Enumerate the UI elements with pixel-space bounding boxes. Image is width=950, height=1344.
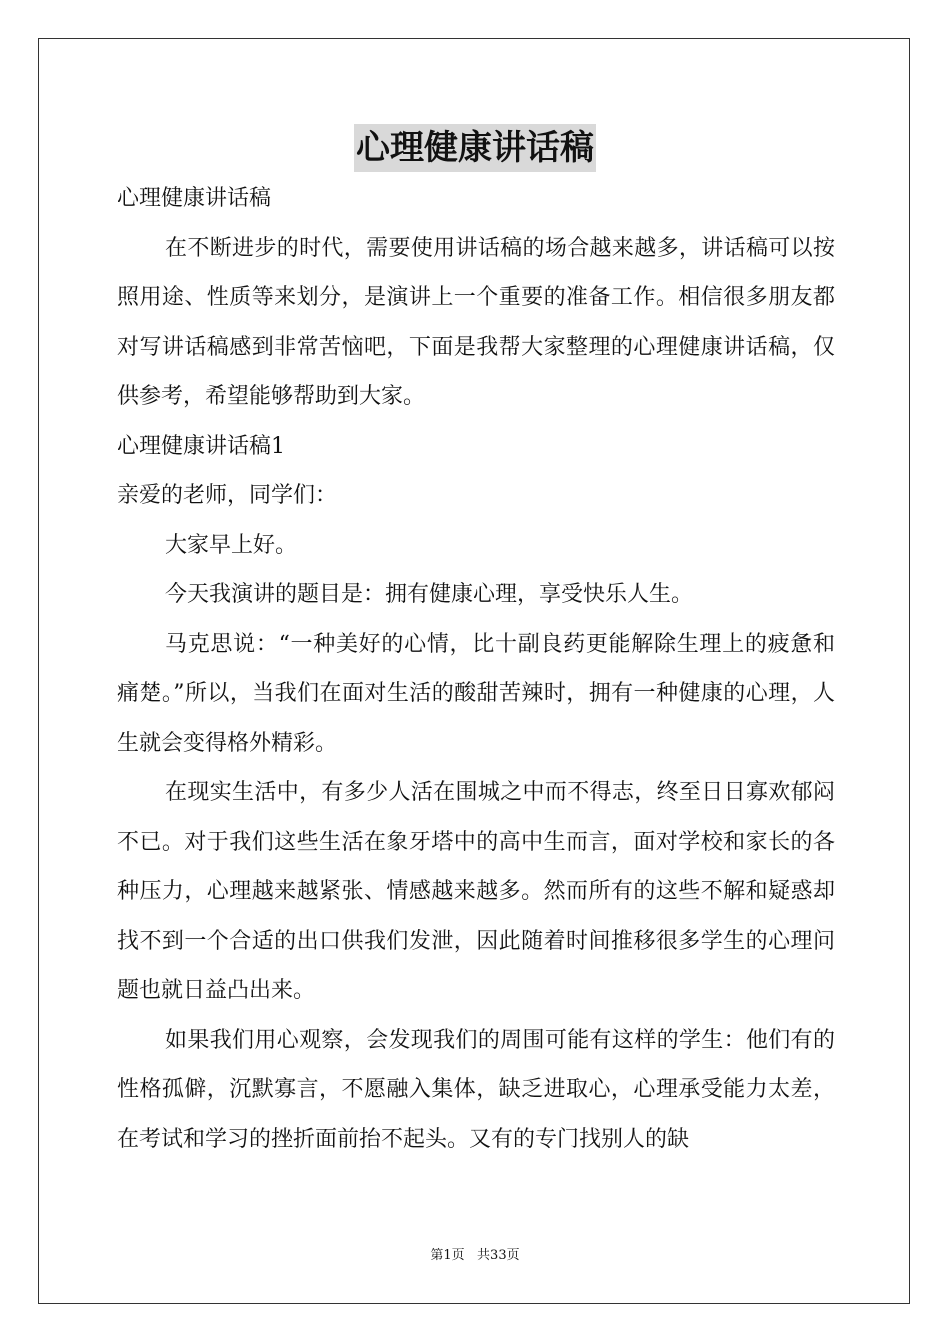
paragraph: 在不断进步的时代，需要使用讲话稿的场合越来越多，讲话稿可以按照用途、性质等来划分，是演讲上一个重要的准备工作。相信很多朋友都对写讲话稿感到非常苦恼吧，下面是我帮大家整理的心理健康讲话稿，仅供参考，希望能够帮助到大家。 — [117, 235, 835, 409]
paragraph: 今天我演讲的题目是：拥有健康心理，享受快乐人生。 — [165, 582, 694, 607]
document-title: 心理健康讲话稿 — [354, 124, 596, 172]
paragraph: 心理健康讲话稿 — [117, 186, 272, 211]
document-body — [117, 174, 835, 1164]
paragraph: 心理健康讲话稿1 — [117, 433, 285, 459]
paragraph: 马克思说：“一种美好的心情，比十副良药更能解除生理上的疲惫和痛楚。”所以，当我们在面对生活的酸甜苦辣时，拥有一种健康的心理，人生就会变得格外精彩。 — [117, 631, 835, 756]
paragraph: 大家早上好。 — [165, 532, 298, 558]
page-footer: 第1页 共33页 — [430, 1248, 520, 1263]
paragraph: 在现实生活中，有多少人活在围城之中而不得志，终至日日寡欢郁闷不已。对于我们这些生活在象牙塔中的高中生而言，面对学校和家长的各种压力，心理越来越紧张、情感越来越多。然而所有的这些不解和疑惑却找不到一个合适的出口供我们发泄，因此随着时间推移很多学生的心理问题也就日益凸出来。 — [117, 780, 835, 1003]
paragraph: 如果我们用心观察，会发现我们的周围可能有这样的学生：他们有的性格孤僻，沉默寡言，不愿融入集体，缺乏进取心，心理承受能力太差，在考试和学习的挫折面前抬不起头。又有的专门找别人的缺 — [117, 1027, 835, 1152]
paragraph: 亲爱的老师，同学们： — [117, 483, 338, 508]
document-title-wrapper — [0, 124, 950, 172]
